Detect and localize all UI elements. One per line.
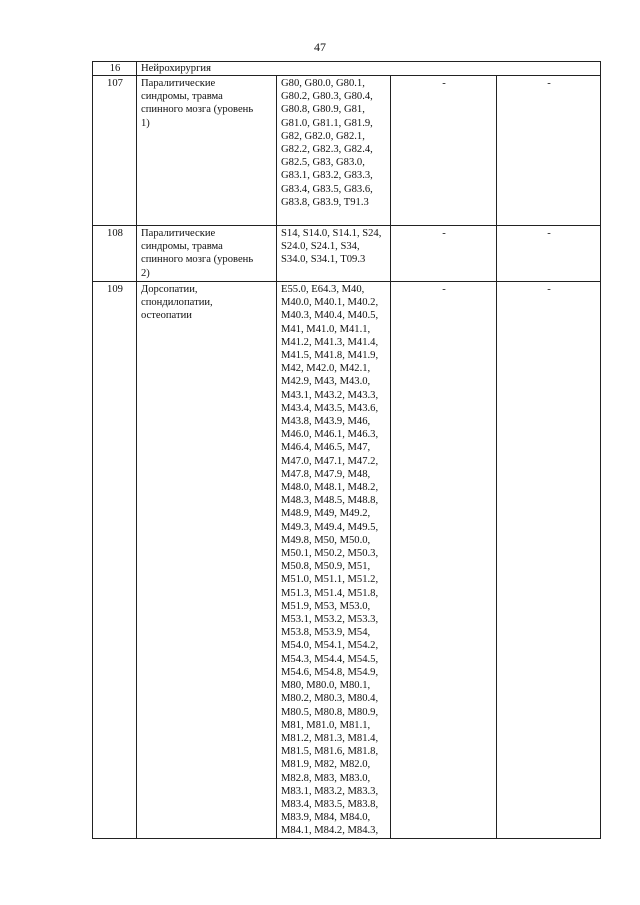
diagnosis-name: Паралитические синдромы, травма спинного мозга (уровень 2) [137,226,277,282]
section-row [93,62,601,76]
value-cell: - [497,282,601,839]
row-number: 109 [93,282,137,839]
value-cell: - [497,76,601,226]
table-row [93,282,601,839]
value-cell: - [497,226,601,282]
diagnosis-name: Паралитические синдромы, травма спинного мозга (уровень 1) [137,76,277,226]
value-cell: - [391,282,497,839]
section-number: 16 [93,62,137,76]
row-number: 108 [93,226,137,282]
value-cell: - [391,226,497,282]
table-row [93,226,601,282]
value-cell: - [391,76,497,226]
row-number: 107 [93,76,137,226]
table-row [93,76,601,226]
icd-codes: E55.0, E64.3, M40, M40.0, M40.1, M40.2, M40.3, M40.4, M40.5, M41, M41.0, M41.1, M41.2, M41.3, M41.4, M41.5, M41.8, M41.9, M42, M42.0, M42.1, M42.9, M43, M43.0, M43.1, M43.2, M43.3, M43.4, M43.5, M43.6, M43.8, M43.9, M46, M46.0, M46.1, M46.3, M46.4, M46.5, M47, M47.0, M47.1, M47.2, M47.8, M47.9, M48, M48.0, M48.1, M48.2, M48.3, M48.5, M48.8, M48.9, M49, M49.2, M49.3, M49.4, M49.5, M49.8, M50, M50.0, M50.1, M50.2, M50.3, M50.8, M50.9, M51, M51.0, M51.1, M51.2, M51.3, M51.4, M51.8, M51.9, M53, M53.0, M53.1, M53.2, M53.3, M53.8, M53.9, M54, M54.0, M54.1, M54.2, M54.3, M54.4, M54.5, M54.6, M54.8, M54.9, M80, M80.0, M80.1, M80.2, M80.3, M80.4, M80.5, M80.8, M80.9, M81, M81.0, M81.1, M81.2, M81.3, M81.4, M81.5, M81.6, M81.8, M81.9, M82, M82.0, M82.8, M83, M83.0, M83.1, M83.2, M83.3, M83.4, M83.5, M83.8, M83.9, M84, M84.0, M84.1, M84.2, M84.3, [277,282,391,839]
page-number: 47 [314,40,326,54]
codes-table [92,61,601,839]
diagnosis-name: Дорсопатии, спондилопатии, остеопатии [137,282,277,839]
icd-codes: S14, S14.0, S14.1, S24, S24.0, S24.1, S34, S34.0, S34.1, T09.3 [277,226,391,282]
section-title: Нейрохирургия [137,62,601,76]
icd-codes: G80, G80.0, G80.1, G80.2, G80.3, G80.4, G80.8, G80.9, G81, G81.0, G81.1, G81.9, G82, G82.0, G82.1, G82.2, G82.3, G82.4, G82.5, G83, G83.0, G83.1, G83.2, G83.3, G83.4, G83.5, G83.6, G83.8, G83.9, T91.3 [277,76,391,226]
